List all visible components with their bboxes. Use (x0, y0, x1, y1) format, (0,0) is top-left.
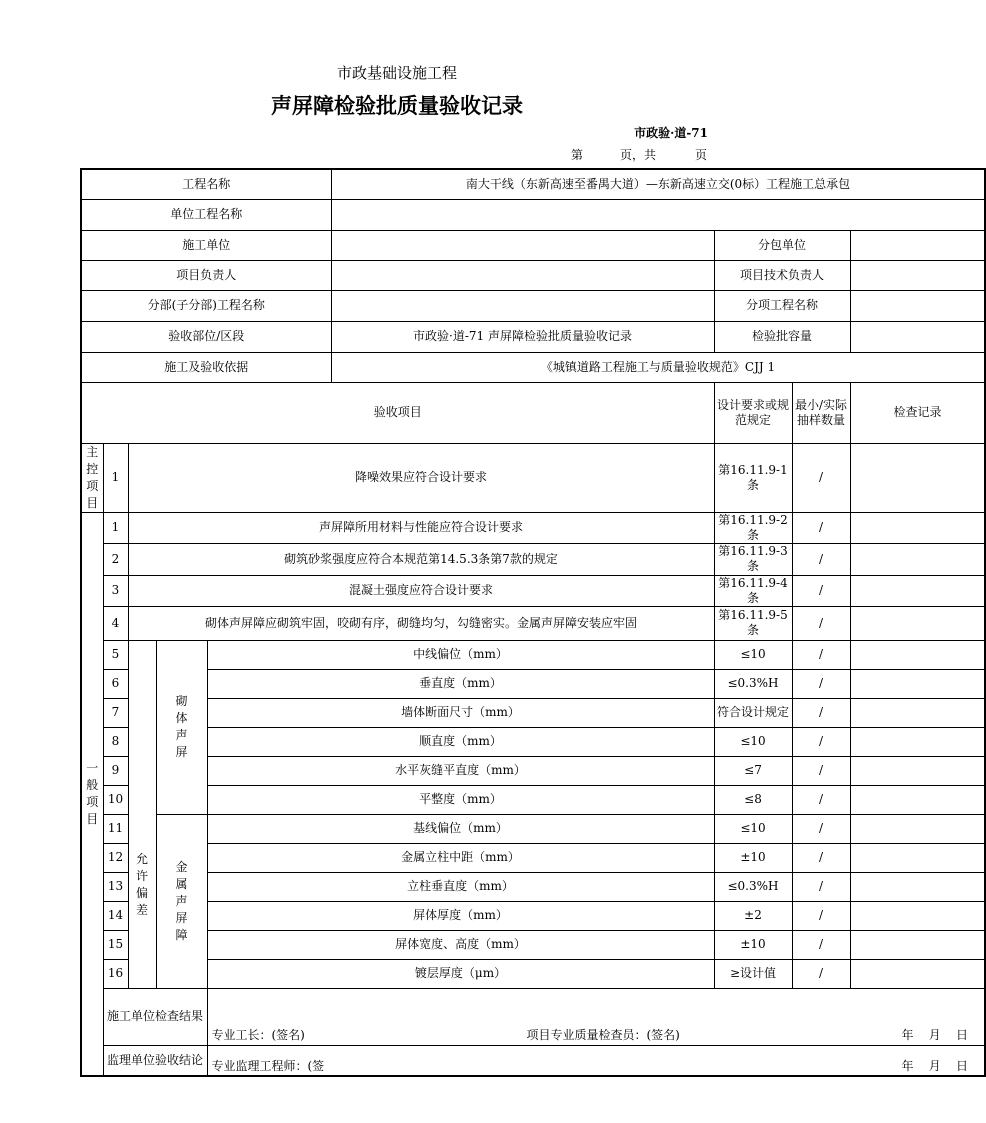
item-record[interactable] (850, 606, 985, 640)
item-no: 10 (103, 785, 128, 814)
item-no: 9 (103, 756, 128, 785)
item-no: 2 (103, 543, 128, 575)
item-record[interactable] (850, 785, 985, 814)
item-record[interactable] (850, 843, 985, 872)
item-sample[interactable]: / (792, 443, 850, 512)
item-record[interactable] (850, 443, 985, 512)
item-sample[interactable]: / (792, 727, 850, 756)
item-no: 6 (103, 669, 128, 698)
item-sample[interactable]: / (792, 930, 850, 959)
project-category: 市政基础设施工程 (336, 64, 457, 82)
item-desc: 屏体厚度（mm） (207, 901, 714, 930)
construction-check-cell[interactable] (207, 988, 985, 1045)
page-ye: 页 (695, 148, 708, 162)
item-record[interactable] (850, 756, 985, 785)
location-label: 验收部位/区段 (81, 321, 331, 352)
item-desc: 混凝土强度应符合设计要求 (128, 575, 714, 606)
item-no: 12 (103, 843, 128, 872)
item-desc: 墙体断面尺寸（mm） (207, 698, 714, 727)
supervisor-signature: 专业监理工程师：(签 (211, 1059, 325, 1073)
location-value[interactable]: 市政验·道-71 声屏障检验批质量验收记录 (331, 321, 714, 352)
col-item-header: 验收项目 (81, 382, 714, 443)
item-desc: 顺直度（mm） (207, 727, 714, 756)
item-no: 8 (103, 727, 128, 756)
item-desc: 垂直度（mm） (207, 669, 714, 698)
item-record[interactable] (850, 698, 985, 727)
item-sample[interactable]: / (792, 669, 850, 698)
tech-manager-label: 项目技术负责人 (714, 260, 850, 290)
inspection-form (80, 168, 986, 1077)
item-no: 7 (103, 698, 128, 727)
item-sample[interactable]: / (792, 785, 850, 814)
item-record[interactable] (850, 640, 985, 669)
metal-group-label: 金属声屏障 (156, 814, 207, 988)
item-design: 第16.11.9-3条 (714, 543, 792, 575)
item-no: 3 (103, 575, 128, 606)
construction-date: 年 月 日 (901, 1027, 969, 1042)
item-design: ±10 (714, 843, 792, 872)
item-sample[interactable]: / (792, 698, 850, 727)
item-design: 第16.11.9-1条 (714, 443, 792, 512)
page-di: 第 (571, 148, 584, 162)
project-manager-label: 项目负责人 (81, 260, 331, 290)
inspector-signature: 项目专业质量检查员：(签名) (526, 1027, 680, 1042)
item-record[interactable] (850, 901, 985, 930)
construction-unit-value[interactable] (331, 230, 714, 260)
main-group-label: 主控项目 (81, 443, 103, 512)
construction-signature-line (210, 1028, 983, 1043)
item-design: 第16.11.9-4条 (714, 575, 792, 606)
item-design: ≤10 (714, 814, 792, 843)
item-design: 符合设计规定 (714, 698, 792, 727)
unit-project-value[interactable] (331, 199, 985, 230)
item-no: 13 (103, 872, 128, 901)
item-design: ±2 (714, 901, 792, 930)
project-manager-value[interactable] (331, 260, 714, 290)
division-label: 分部(子分部)工程名称 (81, 290, 331, 321)
item-sample[interactable]: / (792, 872, 850, 901)
item-desc: 中线偏位（mm） (207, 640, 714, 669)
item-design: ≤10 (714, 727, 792, 756)
form-title: 声屏障检验批质量验收记录 (271, 94, 523, 118)
tech-manager-value[interactable] (850, 260, 985, 290)
item-desc: 砌体声屏障应砌筑牢固，咬砌有序，砌缝均匀，勾缝密实。金属声屏障安装应牢固 (128, 606, 714, 640)
subitem-value[interactable] (850, 290, 985, 321)
item-design: ≥设计值 (714, 959, 792, 988)
item-desc: 砌筑砂浆强度应符合本规范第14.5.3条第7款的规定 (128, 543, 714, 575)
item-record[interactable] (850, 512, 985, 543)
item-sample[interactable]: / (792, 575, 850, 606)
unit-project-label: 单位工程名称 (81, 199, 331, 230)
batch-capacity-label: 检验批容量 (714, 321, 850, 352)
item-record[interactable] (850, 959, 985, 988)
item-record[interactable] (850, 930, 985, 959)
item-desc: 降噪效果应符合设计要求 (128, 443, 714, 512)
item-record[interactable] (850, 814, 985, 843)
foreman-signature: 专业工长：(签名) (211, 1027, 305, 1042)
item-design: ≤0.3%H (714, 872, 792, 901)
form-code: 市政验·道-71 (634, 126, 708, 140)
sub-contractor-label: 分包单位 (714, 230, 850, 260)
item-desc: 金属立柱中距（mm） (207, 843, 714, 872)
item-sample[interactable]: / (792, 959, 850, 988)
item-design: ≤8 (714, 785, 792, 814)
item-record[interactable] (850, 543, 985, 575)
tolerance-group-label: 允许偏差 (128, 640, 156, 988)
item-desc: 平整度（mm） (207, 785, 714, 814)
construction-check-label: 施工单位检查结果 (103, 988, 207, 1045)
item-desc: 立柱垂直度（mm） (207, 872, 714, 901)
supervision-cell[interactable] (207, 1045, 985, 1076)
item-sample[interactable]: / (792, 543, 850, 575)
item-record[interactable] (850, 575, 985, 606)
item-no: 1 (103, 512, 128, 543)
item-no: 1 (103, 443, 128, 512)
item-record[interactable] (850, 727, 985, 756)
col-record-header: 检查记录 (850, 382, 985, 443)
item-sample[interactable]: / (792, 814, 850, 843)
item-no: 5 (103, 640, 128, 669)
item-record[interactable] (850, 872, 985, 901)
item-record[interactable] (850, 669, 985, 698)
supervision-date: 年 月 日 (901, 1059, 969, 1073)
project-name-label: 工程名称 (81, 169, 331, 199)
masonry-group-label: 砌体声屏 (156, 640, 207, 814)
item-desc: 水平灰缝平直度（mm） (207, 756, 714, 785)
item-desc: 声屏障所用材料与性能应符合设计要求 (128, 512, 714, 543)
item-design: 第16.11.9-2条 (714, 512, 792, 543)
project-name-value[interactable]: 南大干线（东新高速至番禺大道）—东新高速立交(0标）工程施工总承包 (331, 169, 985, 199)
item-sample[interactable]: / (792, 640, 850, 669)
item-sample[interactable]: / (792, 606, 850, 640)
item-sample[interactable]: / (792, 512, 850, 543)
item-desc: 基线偏位（mm） (207, 814, 714, 843)
basis-value[interactable]: 《城镇道路工程施工与质量验收规范》CJJ 1 (331, 352, 985, 382)
item-no: 15 (103, 930, 128, 959)
item-no: 4 (103, 606, 128, 640)
item-sample[interactable]: / (792, 843, 850, 872)
item-sample[interactable]: / (792, 756, 850, 785)
subitem-label: 分项工程名称 (714, 290, 850, 321)
sub-contractor-value[interactable] (850, 230, 985, 260)
page-ye-gong: 页，共 (620, 148, 657, 162)
construction-unit-label: 施工单位 (81, 230, 331, 260)
col-sample-header: 最小/实际抽样数量 (792, 382, 850, 443)
item-design: 第16.11.9-5条 (714, 606, 792, 640)
item-no: 14 (103, 901, 128, 930)
item-desc: 镀层厚度（μm） (207, 959, 714, 988)
item-design: ≤0.3%H (714, 669, 792, 698)
general-group-label: 一般项目 (81, 512, 103, 1076)
supervision-signature-line (210, 1059, 983, 1074)
batch-capacity-value[interactable] (850, 321, 985, 352)
item-design: ≤7 (714, 756, 792, 785)
item-sample[interactable]: / (792, 901, 850, 930)
basis-label: 施工及验收依据 (81, 352, 331, 382)
item-no: 11 (103, 814, 128, 843)
supervision-label: 监理单位验收结论 (103, 1045, 207, 1076)
division-value[interactable] (331, 290, 714, 321)
item-design: ≤10 (714, 640, 792, 669)
col-design-header: 设计要求或规范规定 (714, 382, 792, 443)
item-design: ±10 (714, 930, 792, 959)
item-no: 16 (103, 959, 128, 988)
item-desc: 屏体宽度、高度（mm） (207, 930, 714, 959)
